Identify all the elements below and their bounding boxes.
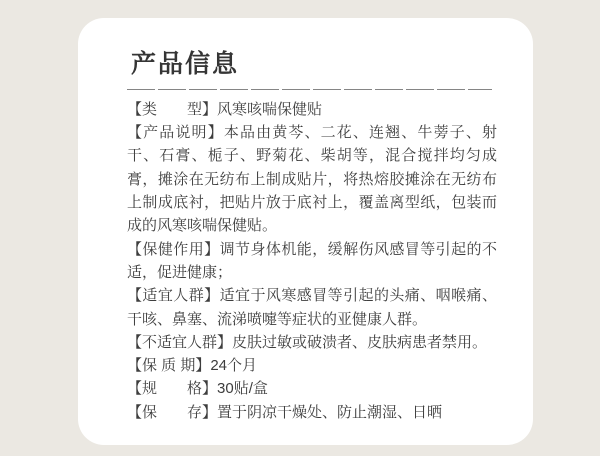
field-description bbox=[127, 121, 497, 237]
field-storage bbox=[127, 401, 497, 424]
field-type-label: 【类 型】 bbox=[127, 100, 218, 118]
field-unsuitable-group bbox=[127, 331, 497, 354]
field-shelf-life-label: 【保 质 期】 bbox=[127, 357, 211, 375]
field-type bbox=[127, 98, 497, 121]
field-specification-label: 【规 格】 bbox=[127, 380, 218, 398]
title-divider bbox=[127, 89, 492, 90]
field-unsuitable-group-value: 皮肤过敏或破溃者、皮肤病患者禁用。 bbox=[232, 333, 488, 351]
field-type-value: 风寒咳喘保健贴 bbox=[217, 100, 323, 118]
field-storage-value: 置于阴凉干燥处、防止潮湿、日晒 bbox=[217, 403, 443, 421]
field-storage-label: 【保 存】 bbox=[127, 403, 218, 421]
field-shelf-life-value: 24个月 bbox=[210, 357, 258, 375]
field-suitable-group-label: 【适宜人群】 bbox=[127, 287, 220, 305]
product-details bbox=[127, 98, 497, 424]
field-health-function bbox=[127, 238, 497, 285]
field-specification-value: 30贴/盒 bbox=[217, 380, 268, 398]
field-shelf-life bbox=[127, 354, 497, 377]
field-suitable-group-value: 适宜于风寒感冒等引起的头痛、咽喉痛、干咳、鼻塞、流涕喷嚏等症状的亚健康人群。 bbox=[127, 287, 497, 328]
field-suitable-group bbox=[127, 284, 497, 331]
field-health-function-value: 调节身体机能，缓解伤风感冒等引起的不适，促进健康； bbox=[127, 240, 497, 281]
field-specification bbox=[127, 377, 497, 400]
product-info-card bbox=[78, 18, 533, 445]
field-unsuitable-group-label: 【不适宜人群】 bbox=[127, 333, 233, 351]
field-description-label: 【产品说明】 bbox=[127, 124, 224, 142]
field-description-value: 本品由黄芩、二花、连翘、牛蒡子、射干、石膏、栀子、野菊花、柴胡等，混合搅拌均匀成膏，摊涂在无纺布上制成贴片，将热熔胶摊涂在无纺布上制成底衬，把贴片放于底衬上，覆盖离型纸，包装而成的风寒咳喘保健贴。 bbox=[127, 124, 497, 235]
field-health-function-label: 【保健作用】 bbox=[127, 240, 220, 258]
page-title: 产品信息 bbox=[131, 50, 240, 78]
